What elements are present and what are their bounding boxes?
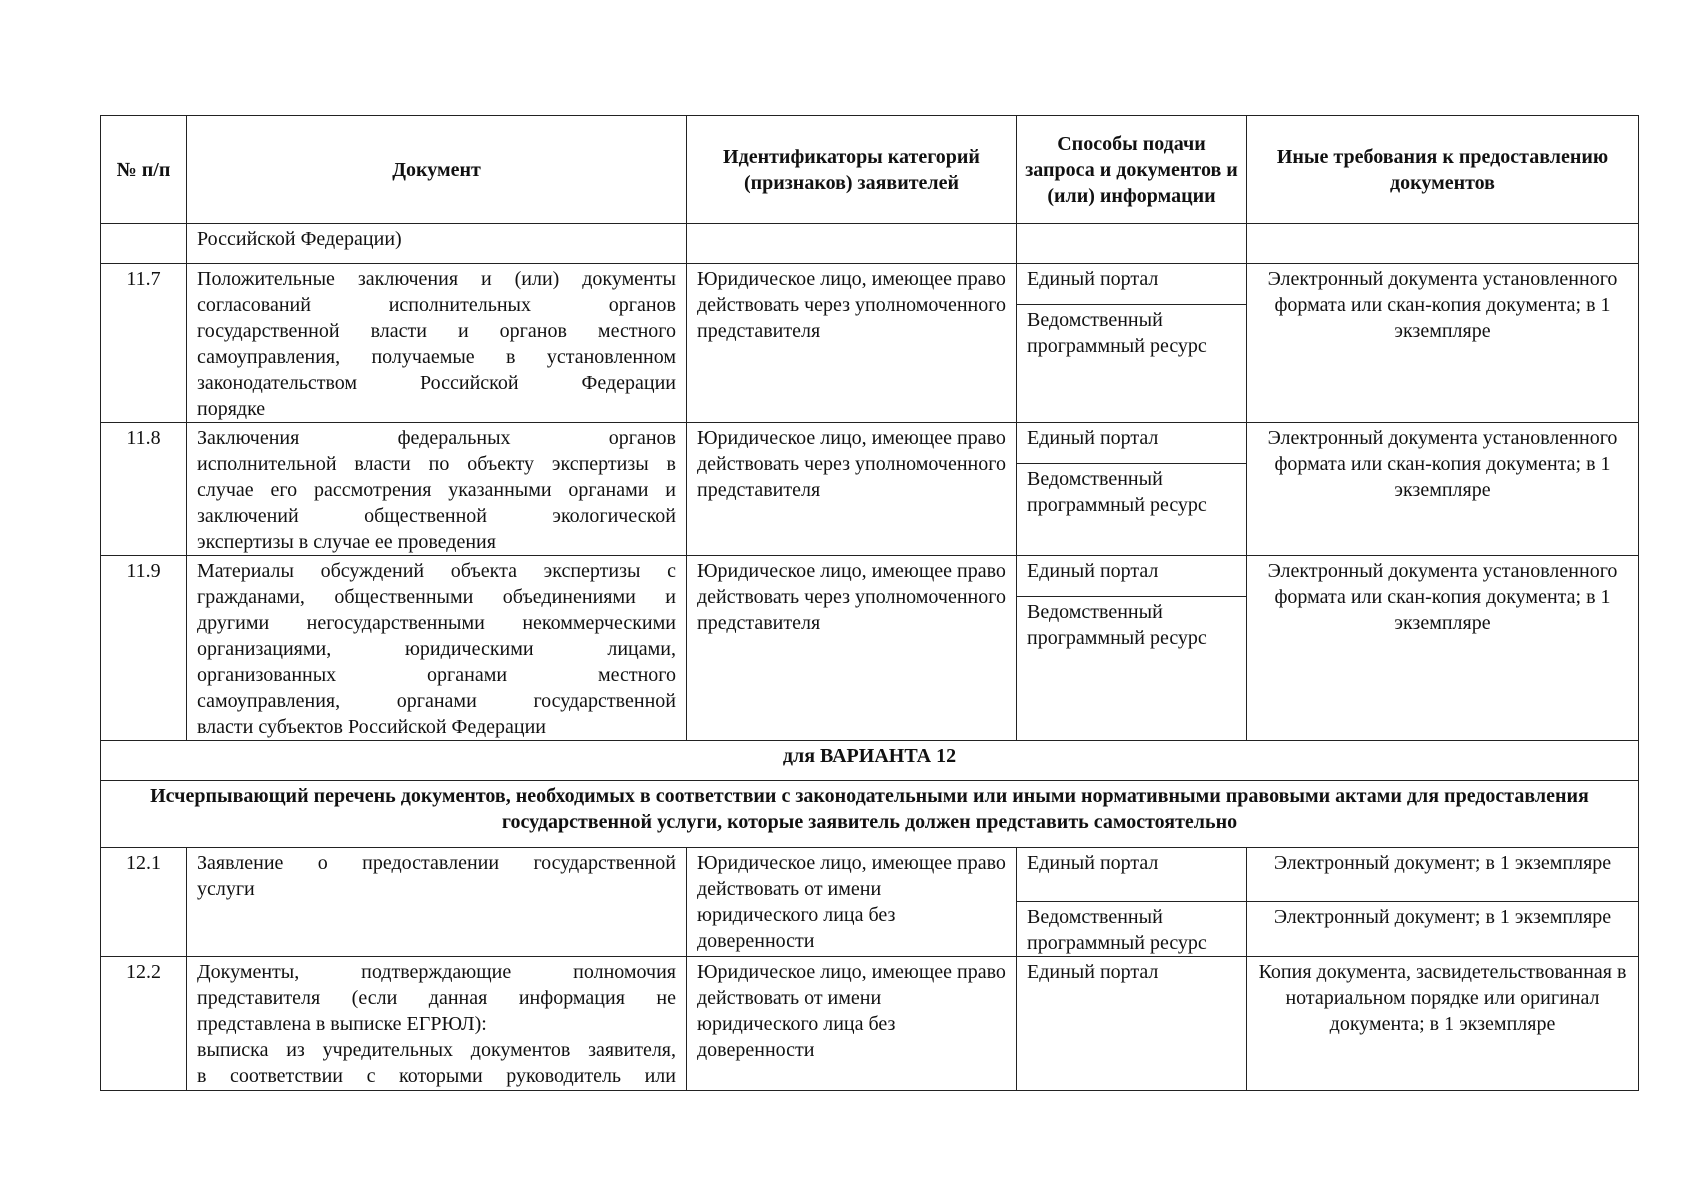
document-line: заключений общественной экологической bbox=[197, 505, 676, 527]
header-methods: Способы подачи запроса и документов и (или) информации bbox=[1017, 116, 1247, 224]
method-cell: Единый портал bbox=[1017, 957, 1247, 1091]
requirement-cell: Электронный документа установленного формата или скан-копия документа; в 1 экземпляре bbox=[1247, 264, 1639, 423]
document-line: законодательством Российской Федерации bbox=[197, 372, 676, 394]
requirement-cell: Электронный документ; в 1 экземпляре bbox=[1247, 848, 1639, 902]
document-line: гражданами, общественными объединениями и bbox=[197, 586, 676, 608]
document-line: власти субъектов Российской Федерации bbox=[197, 716, 546, 738]
table-row bbox=[101, 781, 1639, 848]
method-cell: Ведомственный программный ресурс bbox=[1017, 464, 1247, 556]
document-line: в соответствии с которыми руководитель или bbox=[197, 1065, 676, 1087]
method-cell: Ведомственный программный ресурс bbox=[1017, 305, 1247, 423]
document-line: государственной власти и органов местного bbox=[197, 320, 676, 342]
applicant-cell: Юридическое лицо, имеющее право действовать через уполномоченного представителя bbox=[687, 423, 1017, 556]
method-cell: Единый портал bbox=[1017, 423, 1247, 464]
document-cell bbox=[187, 556, 687, 741]
cell-num bbox=[101, 224, 187, 264]
requirement-cell: Электронный документа установленного формата или скан-копия документа; в 1 экземпляре bbox=[1247, 556, 1639, 741]
table-row bbox=[101, 224, 1639, 264]
method-cell: Ведомственный программный ресурс bbox=[1017, 597, 1247, 741]
method-cell: Единый портал bbox=[1017, 264, 1247, 305]
document-line: Материалы обсуждений объекта экспертизы с bbox=[197, 560, 676, 582]
row-number: 11.7 bbox=[101, 264, 187, 423]
document-line: Заявление о предоставлении государственной bbox=[197, 852, 676, 874]
document-line: исполнительной власти по объекту экспертизы в bbox=[197, 453, 676, 475]
document-line: представлена в выписке ЕГРЮЛ): bbox=[197, 1013, 487, 1035]
method-cell: Ведомственный программный ресурс bbox=[1017, 902, 1247, 957]
table-row bbox=[101, 957, 1639, 1091]
documents-table bbox=[100, 115, 1639, 1091]
cell-empty bbox=[687, 224, 1017, 264]
list-heading: Исчерпывающий перечень документов, необходимых в соответствии с законодательными или иными нормативными правовыми актами для предоставления государственной услуги, которые заявитель должен представить самостоятельно bbox=[101, 781, 1639, 848]
document-line: организованных органами местного bbox=[197, 664, 676, 686]
applicant-cell: Юридическое лицо, имеющее право действовать через уполномоченного представителя bbox=[687, 264, 1017, 423]
document-cell bbox=[187, 957, 687, 1091]
requirement-cell: Электронный документа установленного формата или скан-копия документа; в 1 экземпляре bbox=[1247, 423, 1639, 556]
cell-empty bbox=[1017, 224, 1247, 264]
table-header-row bbox=[101, 116, 1639, 224]
header-identifiers: Идентификаторы категорий (признаков) заявителей bbox=[687, 116, 1017, 224]
method-cell: Единый портал bbox=[1017, 556, 1247, 597]
header-document: Документ bbox=[187, 116, 687, 224]
document-line: представителя (если данная информация не bbox=[197, 987, 676, 1009]
applicant-cell: Юридическое лицо, имеющее право действовать от имени юридического лица без доверенности bbox=[687, 957, 1017, 1091]
row-number: 12.1 bbox=[101, 848, 187, 957]
document-line: другими негосударственными некоммерческими bbox=[197, 612, 676, 634]
document-cell bbox=[187, 264, 687, 423]
document-cell bbox=[187, 848, 687, 957]
document-line: экспертизы в случае ее проведения bbox=[197, 531, 496, 553]
applicant-cell: Юридическое лицо, имеющее право действовать через уполномоченного представителя bbox=[687, 556, 1017, 741]
variant-title: для ВАРИАНТА 12 bbox=[101, 741, 1639, 781]
continuation-text: Российской Федерации) bbox=[187, 224, 687, 264]
row-number: 11.8 bbox=[101, 423, 187, 556]
cell-empty bbox=[1247, 224, 1639, 264]
table-row bbox=[101, 556, 1639, 597]
method-cell: Единый портал bbox=[1017, 848, 1247, 902]
header-requirements: Иные требования к предоставлению документов bbox=[1247, 116, 1639, 224]
row-number: 12.2 bbox=[101, 957, 187, 1091]
document-line: самоуправления, органами государственной bbox=[197, 690, 676, 712]
document-line: выписка из учредительных документов заявителя, bbox=[197, 1039, 676, 1061]
requirement-cell: Копия документа, засвидетельствованная в нотариальном порядке или оригинал документа; в 1 экземпляре bbox=[1247, 957, 1639, 1091]
document-line: услуги bbox=[197, 878, 255, 900]
table-row bbox=[101, 423, 1639, 464]
requirement-cell: Электронный документ; в 1 экземпляре bbox=[1247, 902, 1639, 957]
document-line: самоуправления, получаемые в установленном bbox=[197, 346, 676, 368]
document-line: случае его рассмотрения указанными органами и bbox=[197, 479, 676, 501]
table-row bbox=[101, 848, 1639, 902]
document-cell bbox=[187, 423, 687, 556]
document-line: порядке bbox=[197, 398, 266, 420]
applicant-cell: Юридическое лицо, имеющее право действовать от имени юридического лица без доверенности bbox=[687, 848, 1017, 957]
header-num: № п/п bbox=[101, 116, 187, 224]
table-row bbox=[101, 741, 1639, 781]
table-row bbox=[101, 264, 1639, 305]
document-line: Документы, подтверждающие полномочия bbox=[197, 961, 676, 983]
document-line: организациями, юридическими лицами, bbox=[197, 638, 676, 660]
document-line: согласований исполнительных органов bbox=[197, 294, 676, 316]
document-line: Заключения федеральных органов bbox=[197, 427, 676, 449]
document-line: Положительные заключения и (или) документы bbox=[197, 268, 676, 290]
row-number: 11.9 bbox=[101, 556, 187, 741]
